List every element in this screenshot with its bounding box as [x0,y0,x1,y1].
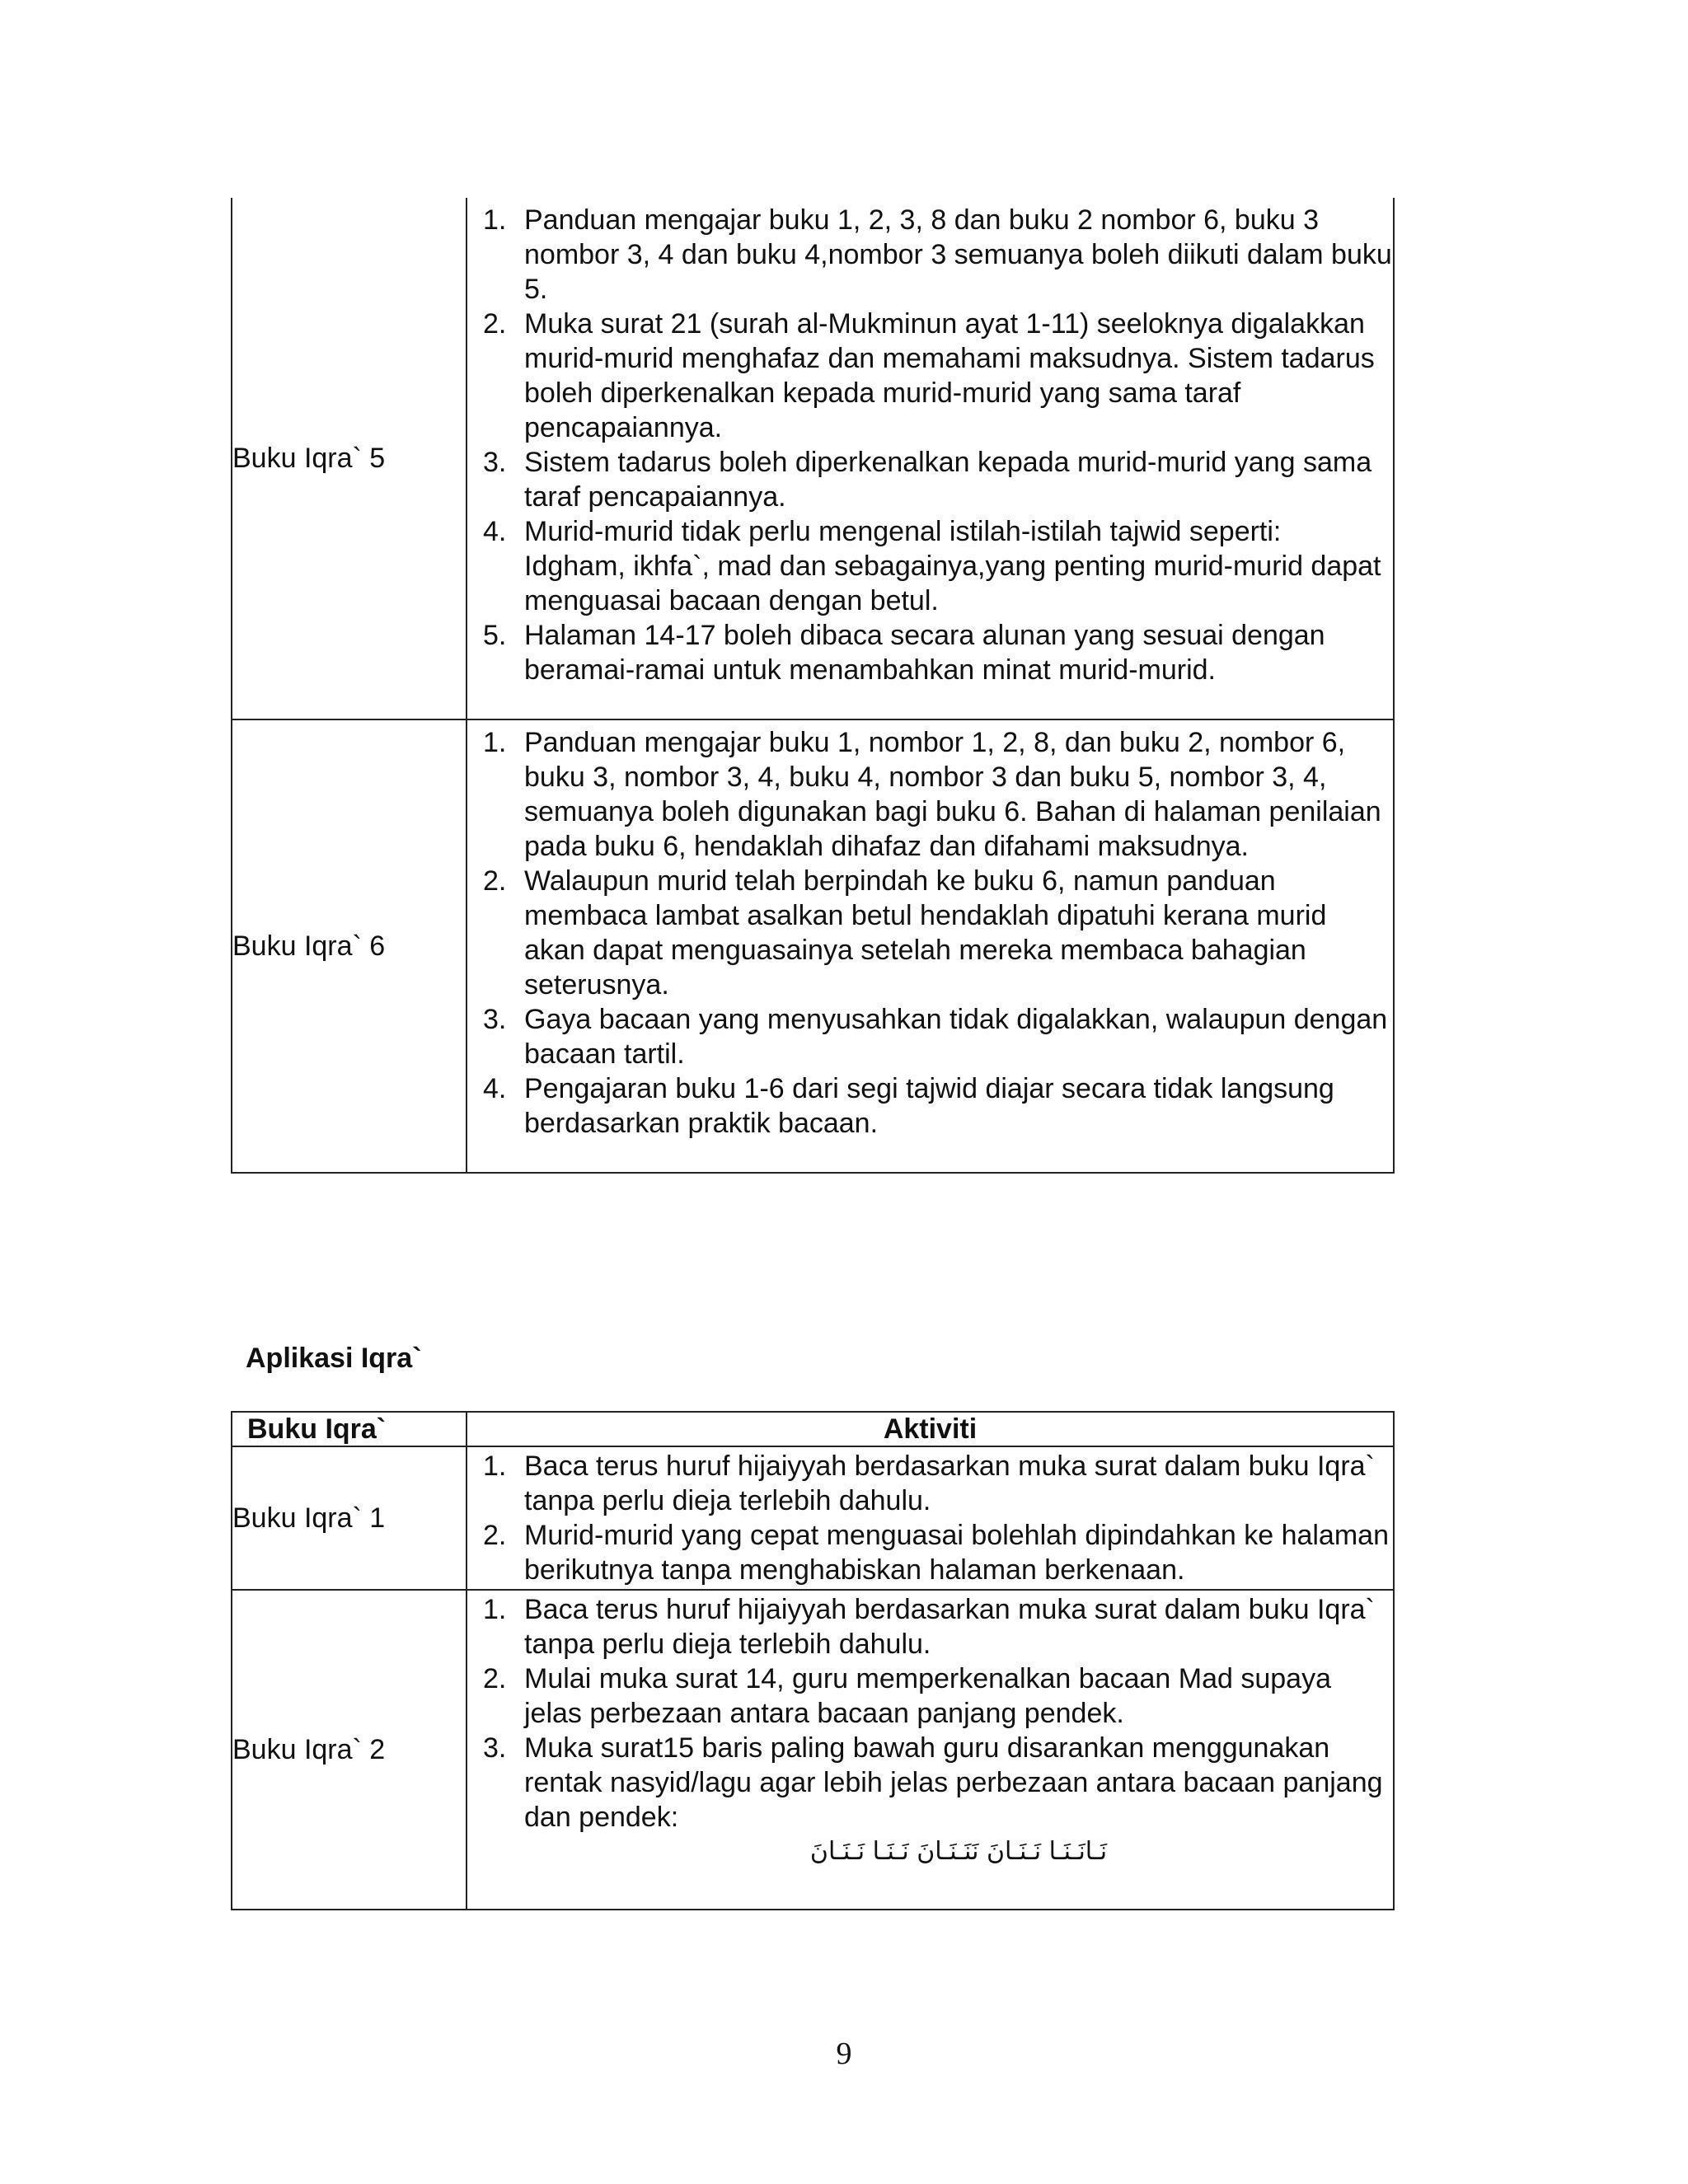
item-text: Walaupun murid telah berpindah ke buku 6, namun panduan membaca lambat asalkan betul hendaklah dipatuhi kerana murid akan dapat menguasainya setelah mereka membaca bahagian seterusnya. [524,865,1327,1001]
item-text: Panduan mengajar buku 1, nombor 1, 2, 8, dan buku 2, nombor 6, buku 3, nombor 3, 4, buku 4, nombor 3 dan buku 5, nombor 3, 4, semuanya boleh digunakan bagi buku 6. Bahan di halaman penilaian pada buku 6, hendaklah dihafaz dan difahami maksudnya. [524,727,1381,862]
item-number: 3. [483,1004,507,1035]
item-number: 4. [483,516,507,547]
item-text: Mulai muka surat 14, guru memperkenalkan bacaan Mad supaya jelas perbezaan antara bacaan panjang pendek. [524,1663,1331,1729]
row-content [467,1446,1394,1590]
item-number: 2. [483,1520,507,1551]
item-number: 2. [483,308,507,340]
list-item [467,514,1393,618]
item-number: 3. [483,447,507,478]
arabic-example-text: نَـانَـنَـا نَـنَـانَ نَنَـنَـانَ نَـنَـا نَـنَـانَ [809,1837,1108,1866]
column-header-book: Buku Iqra` [232,1412,467,1446]
row-label: Buku Iqra` 1 [232,1446,467,1590]
item-number: 1. [483,727,507,758]
list-item [467,725,1393,864]
item-text: Baca terus huruf hijaiyyah berdasarkan muka surat dalam buku Iqra` tanpa perlu dieja terlebih dahulu. [524,1594,1375,1660]
item-text: Murid-murid yang cepat menguasai bolehlah dipindahkan ke halaman berikutnya tanpa menghabiskan halaman berkenaan. [524,1520,1389,1586]
list-item [467,307,1393,445]
list-item [467,203,1393,307]
row-content [467,719,1394,1173]
item-text: Sistem tadarus boleh diperkenalkan kepada murid-murid yang sama taraf pencapaiannya. [524,447,1372,513]
item-number: 3. [483,1732,507,1764]
item-number: 2. [483,865,507,897]
table-row [232,719,1394,1173]
item-number: 2. [483,1663,507,1694]
list-item [467,1449,1393,1518]
item-text: Gaya bacaan yang menyusahkan tidak digalakkan, walaupun dengan bacaan tartil. [524,1004,1388,1070]
list-item [467,618,1393,687]
row-label: Buku Iqra` 2 [232,1590,467,1910]
row-label: Buku Iqra` 5 [232,198,467,719]
row-content [467,1590,1394,1910]
item-text: Pengajaran buku 1-6 dari segi tajwid diajar secara tidak langsung berdasarkan praktik bacaan. [524,1073,1334,1139]
page-number: 9 [836,2036,852,2071]
item-text: Murid-murid tidak perlu mengenal istilah-istilah tajwid seperti: [524,516,1282,547]
row-content [467,198,1394,719]
table-row [232,198,1394,719]
list-item [467,1002,1393,1071]
item-text: Halaman 14-17 boleh dibaca secara alunan yang sesuai dengan beramai-ramai untuk menambahkan minat murid-murid. [524,620,1325,686]
numbered-list [467,1592,1393,1835]
item-text: Baca terus huruf hijaiyyah berdasarkan muka surat dalam buku Iqra` tanpa perlu dieja terlebih dahulu. [524,1451,1375,1516]
iqra-guidance-table [231,198,1395,1174]
numbered-list [467,725,1393,1141]
list-item [467,1592,1393,1661]
table-row [232,1590,1394,1910]
list-item [467,1071,1393,1141]
item-number: 1. [483,1451,507,1482]
list-item [467,1731,1393,1835]
numbered-list [467,1449,1393,1587]
item-continuation: Idgham, ikhfa`, mad dan sebagainya,yang penting murid-murid dapat menguasai bacaan dengan betul. [524,551,1381,616]
list-item [467,445,1393,514]
numbered-list [467,203,1393,687]
list-item [467,1518,1393,1587]
item-text: Muka surat 21 (surah al-Mukminun ayat 1-11) seeloknya digalakkan murid-murid menghafaz dan memahami maksudnya. Sistem tadarus boleh diperkenalkan kepada murid-murid yang sama taraf pencapaiannya. [524,308,1375,443]
item-text: Muka surat15 baris paling bawah guru disarankan menggunakan rentak nasyid/lagu agar lebih jelas perbezaan antara bacaan panjang dan pendek: [524,1732,1383,1833]
section-title: Aplikasi Iqra` [246,1343,422,1374]
item-number: 1. [483,204,507,236]
item-text: Panduan mengajar buku 1, 2, 3, 8 dan buku 2 nombor 6, buku 3 nombor 3, 4 dan buku 4,nombor 3 semuanya boleh diikuti dalam buku 5. [524,204,1392,305]
item-number: 1. [483,1594,507,1625]
list-item [467,1661,1393,1731]
list-item [467,864,1393,1002]
table-header-row [232,1412,1394,1446]
iqra-application-table [231,1411,1395,1910]
item-number: 4. [483,1073,507,1104]
row-label: Buku Iqra` 6 [232,719,467,1173]
table-row [232,1446,1394,1590]
item-number: 5. [483,620,507,651]
column-header-activity: Aktiviti [467,1412,1394,1446]
